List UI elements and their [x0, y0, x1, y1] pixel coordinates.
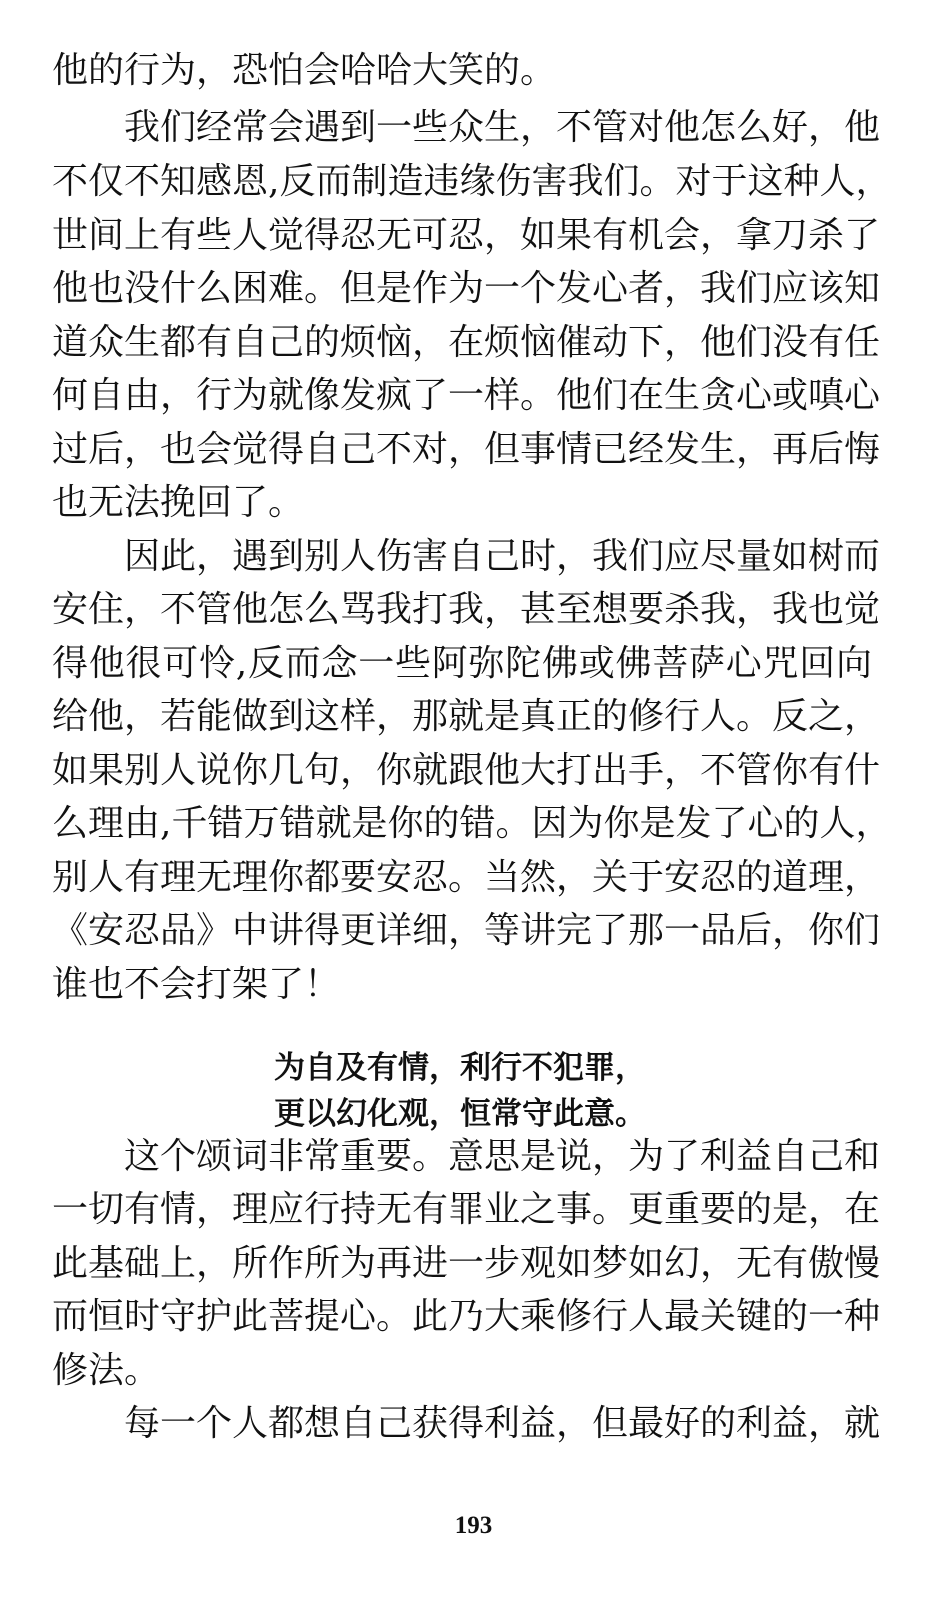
- text-line: 道众生都有自己的烦恼，在烦恼催动下，他们没有任: [52, 322, 881, 363]
- page-number: 193: [454, 1512, 493, 1539]
- text-line: 得他很可怜,反而念一些阿弥陀佛或佛菩萨心咒回向: [52, 643, 872, 684]
- text-line: 世间上有些人觉得忍无可忍，如果有机会，拿刀杀了: [52, 215, 881, 256]
- paragraph-first-line: 因此，遇到别人伤害自己时，我们应尽量如树而: [124, 536, 881, 577]
- text-line: 别人有理无理你都要安忍。当然，关于安忍的道理，: [52, 857, 881, 898]
- text-line: 谁也不会打架了！: [52, 964, 341, 1005]
- text-line: 安住，不管他怎么骂我打我，甚至想要杀我，我也觉: [52, 589, 881, 630]
- verse-line: 更以幻化观，恒常守此意。: [274, 1096, 646, 1132]
- text-line: 不仅不知感恩,反而制造违缘伤害我们。对于这种人，: [52, 161, 892, 202]
- text-line: 也无法挽回了。: [52, 482, 305, 523]
- verse-line: 为自及有情，利行不犯罪，: [274, 1050, 646, 1086]
- text-line: 修法。: [52, 1350, 161, 1391]
- text-line: 《安忍品》中讲得更详细，等讲完了那一品后，你们: [52, 910, 881, 951]
- paragraph-first-line: 每一个人都想自己获得利益，但最好的利益，就: [124, 1403, 881, 1444]
- text-line: 么理由,千错万错就是你的错。因为你是发了心的人，: [52, 803, 892, 844]
- text-line: 一切有情，理应行持无有罪业之事。更重要的是，在: [52, 1189, 881, 1230]
- text-line: 如果别人说你几句，你就跟他大打出手，不管你有什: [52, 750, 881, 791]
- paragraph-first-line: 我们经常会遇到一些众生，不管对他怎么好，他: [124, 107, 881, 148]
- text-line: 他的行为，恐怕会哈哈大笑的。: [52, 50, 557, 91]
- text-line: 他也没什么困难。但是作为一个发心者，我们应该知: [52, 268, 881, 309]
- text-line: 何自由，行为就像发疯了一样。他们在生贪心或嗔心: [52, 375, 881, 416]
- text-line: 给他，若能做到这样，那就是真正的修行人。反之，: [52, 696, 881, 737]
- text-line: 而恒时守护此菩提心。此乃大乘修行人最关键的一种: [52, 1296, 881, 1337]
- text-line: 此基础上，所作所为再进一步观如梦如幻，无有傲慢: [52, 1243, 881, 1284]
- paragraph-first-line: 这个颂词非常重要。意思是说，为了利益自己和: [124, 1136, 881, 1177]
- text-line: 过后，也会觉得自己不对，但事情已经发生，再后悔: [52, 429, 881, 470]
